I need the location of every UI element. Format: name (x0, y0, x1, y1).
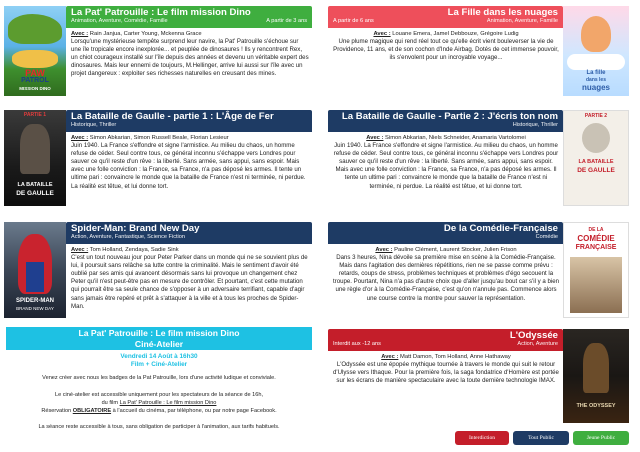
film-synopsis: L'Odyssée est une épopée mythique tournée à travers le monde qui suit le retour d'Ulysse vers Ithaque. Pour la première fois, la saga fondatrice d'Homère est portée sur les écrans de manière spectaculaire avec la toute dernière technologie IMAX. (333, 361, 559, 385)
film-synopsis: Dans 3 heures, Nina dévoile sa première mise en scène à la Comédie-Française. Mais dans l'agitation des dernières répétitions, rien ne se passe comme prévu : retards, coups de stress, problèmes techniques et problèmes d'égo secouent la troupe. Pourtant, Nina n'a pas d'autre choix que d'aller jusqu'au bout car s'il y a bien une règle d'or à la Comédie-Française, c'est qu'on n'annule pas. Commence alors une course contre la montre pour sauver la représentation. (332, 254, 559, 302)
film-body (332, 246, 560, 303)
film-card-pat-patrouille (66, 6, 312, 102)
poster-spider-man (4, 222, 66, 318)
film-cast (71, 134, 309, 142)
poster-tag: PARTIE 1 (23, 112, 47, 118)
film-title: La Bataille de Gaulle - partie 1 : L'Âge de Fer (71, 111, 274, 122)
cast-names: Simon Abkarian, Niels Schneider, Anamaria Vartolomei (383, 135, 526, 141)
cine-atelier-title: La Pat' Patrouille : Le film mission Dino (6, 327, 312, 339)
cine-atelier-section (6, 327, 312, 445)
poster-pat-patrouille (4, 6, 66, 96)
film-title: La Bataille de Gaulle - Partie 2 : J'écris ton nom (341, 111, 558, 122)
film-body (332, 353, 560, 385)
film-genres: Animation, Aventure, Comédie, Famille (71, 18, 168, 24)
cast-label: Avec : (71, 135, 89, 141)
film-synopsis: Juin 1940. La France s'effondre et signe l'armistice. Au milieu du chaos, un homme refuse de céder. Seul contre tous, ce général inconnu s'échappe vers Londres pour sauver ce qu'il reste d'un rêve : la liberté. Sans armée, sans appui, sans espoir. Mais avec une folle conviction : la France, sa France, n'a pas déposé les armes. Il tente un ultime pari : convaincre le monde que la bataille de France n'est ni terminée, ni perdue. La réalité est têtue, et lui donne tort. (71, 142, 306, 190)
film-synopsis: C'est un tout nouveau jour pour Peter Parker dans un monde qui ne se souvient plus de lui, il poursuit sans relâche sa lutte contre la criminalité. Mais le sentiment d'avoir été oublié par ses amis qui avancent désormais sans lui provoque un changement chez Peter qu'il n'est peut-être pas en mesure de contrôler. Et pourtant, c'est cette mutation qui pourrait être sa seule chance de s'opposer à un adversaire terrifiant, capable d'agir sans jamais être repéré et prêt à s'attaquer à la ville et à tous les proches de Spider-Man. (71, 254, 308, 310)
cine-atelier-description: Venez créer avec nous les badges de la Pat Patrouille, lors d'une activité ludique et conviviale. (42, 375, 276, 381)
film-age-rating: A partir de 6 ans (333, 18, 374, 24)
poster-tag: PARTIE 2 (584, 113, 608, 119)
film-synopsis: Juin 1940. La France s'effondre et signe l'armistice. Au milieu du chaos, un homme refuse de céder. Seul contre tous, ce général inconnu s'échappe vers Londres pour sauver ce qu'il reste d'un rêve : la liberté. Sans armée, sans appui, sans espoir. Mais avec une folle conviction : la France, sa France, n'a pas déposé les armes. Il tente un ultime pari : convaincre le monde que la bataille de France n'est ni terminée, ni perdue. La réalité est têtue, et lui donne tort. (333, 142, 559, 190)
film-header[interactable] (328, 222, 563, 244)
film-title: La Pat' Patrouille : Le film mission Dino (71, 7, 251, 18)
film-body (332, 134, 560, 191)
cast-names: Louane Emera, Jamel Debbouze, Grégoire Ludig (390, 31, 519, 37)
poster-cast-photo (570, 257, 622, 313)
cine-atelier-subtitle: Ciné-Atelier (6, 339, 312, 350)
poster-title-text: PAW (25, 68, 45, 78)
poster-pups (12, 50, 58, 68)
film-title: De la Comédie-Française (443, 223, 558, 234)
film-cast (332, 246, 560, 254)
film-card-bataille-gaulle-2 (328, 110, 563, 210)
poster-title-text: PATROL (21, 77, 49, 84)
poster-dinosaur (8, 14, 62, 44)
film-card-bataille-gaulle-1 (66, 110, 312, 210)
film-body (332, 30, 560, 62)
cast-names: Pauline Clément, Laurent Stocker, Julien Frison (392, 247, 517, 253)
film-card-comedie-francaise (328, 222, 563, 326)
film-body (71, 246, 309, 311)
film-genres: Historique, Thriller (512, 122, 558, 128)
poster-title-text: DE LA (588, 227, 604, 233)
film-card-spider-man (66, 222, 312, 326)
poster-comedie-francaise (563, 222, 629, 318)
event-date: Vendredi 14 Août à 16h30 (120, 353, 198, 360)
film-cast (71, 246, 309, 254)
film-cast (71, 30, 309, 38)
poster-title-text: nuages (581, 83, 610, 92)
cast-names: Rain Janjua, Carter Young, Mckenna Grace (88, 31, 202, 37)
reservation-prefix: Réservation (41, 408, 73, 414)
film-header[interactable] (66, 110, 312, 132)
poster-subtitle-text: MISSION DINO (19, 86, 51, 91)
poster-character (581, 16, 611, 52)
cine-atelier-film (6, 400, 312, 408)
event-formula: Film + Ciné-Atelier (130, 361, 188, 368)
poster-title-text: BRAND NEW DAY (16, 306, 54, 311)
film-header[interactable] (66, 6, 312, 28)
cine-atelier-date (6, 353, 312, 369)
film-body (71, 30, 309, 79)
poster-hero-suit (26, 262, 44, 292)
poster-title-text: LA BATAILLE (578, 159, 614, 165)
reservation-mandatory: OBLIGATOIRE (72, 408, 112, 414)
film-synopsis: Lorsqu'une mystérieuse tempête surprend leur navire, la Pat' Patrouille s'échoue sur une île tropicale encore inexplorée... et peuplée de dinosaures ! Ils y rencontrent Rex, un chiot courageux installé sur l'île depuis des années et devenu un véritable expert des dinosaures. Mais leur ennemi de toujours, M.Hellinger, arrive lui aussi sur l'île avec un projet dangereux : exploiter ses richesses naturelles en creusant des mines. (71, 38, 309, 78)
poster-figure (20, 124, 50, 174)
film-title: L'Odyssée (509, 330, 558, 341)
poster-title-text: DE GAULLE (16, 190, 54, 197)
film-prefix: du film (101, 400, 120, 406)
legend-tout-public-button[interactable]: Tout Public (513, 431, 569, 445)
cast-names: Simon Abkarian, Simon Russell Beale, Florian Lesieur (88, 135, 229, 141)
film-title: La Fille dans les nuages (447, 7, 558, 18)
cast-label: Avec : (71, 31, 89, 37)
film-age-rating: Interdit aux -12 ans (333, 341, 381, 347)
poster-title-text: THE ODYSSEY (576, 403, 616, 409)
film-header[interactable] (328, 110, 563, 132)
film-genres: Action, Aventure (517, 341, 558, 347)
poster-bataille-gaulle-2 (563, 110, 629, 206)
film-card-fille-nuages (328, 6, 563, 102)
poster-title-text: dans les (585, 77, 606, 83)
film-title: Spider-Man: Brand New Day (71, 223, 200, 234)
poster-cloud (567, 54, 625, 70)
reservation-suffix: à l'accueil du cinéma, par téléphone, ou par notre page Facebook. (111, 408, 277, 414)
poster-bataille-gaulle-1 (4, 110, 66, 206)
film-header[interactable] (328, 6, 563, 28)
poster-title-text: LA BATAILLE (17, 182, 53, 188)
cast-names: Matt Damon, Tom Holland, Anne Hathaway (398, 354, 511, 360)
poster-odyssee (563, 329, 629, 423)
poster-warrior (583, 343, 609, 393)
film-genres: Comédie (535, 234, 558, 240)
poster-title-text: DE GAULLE (577, 167, 615, 174)
cast-names: Tom Holland, Zendaya, Sadie Sink (88, 247, 179, 253)
cine-atelier-notice: La séance reste accessible à tous, sans obligation de participer à l'animation, aux tarifs habituels. (38, 424, 280, 430)
cine-atelier-reservation (6, 408, 312, 416)
poster-title-text: SPIDER-MAN (15, 298, 54, 304)
cine-atelier-access: Le ciné-atelier est accessible uniquement pour les spectateurs de la séance de 16h, (54, 392, 264, 398)
film-cast (332, 353, 560, 361)
cast-label: Avec : (366, 135, 384, 141)
film-genres: Historique, Thriller (71, 122, 117, 128)
film-age-rating: A partir de 3 ans (266, 18, 307, 24)
poster-figure (582, 123, 610, 153)
film-link[interactable]: La Pat' Patrouille : Le film mission Dino (119, 400, 217, 406)
poster-title-text: COMÉDIE (577, 234, 615, 243)
film-cast (332, 134, 560, 142)
cast-label: Avec : (373, 31, 391, 37)
film-genres: Animation, Aventure, Famille (486, 18, 558, 24)
poster-title-text: FRANÇAISE (575, 244, 617, 251)
cast-label: Avec : (381, 354, 399, 360)
poster-title-text: La fille (586, 70, 606, 76)
film-genres: Action, Aventure, Fantastique, Science Fiction (71, 234, 186, 240)
legend-interdiction-button[interactable]: Interdiction (455, 431, 509, 445)
poster-fille-nuages (563, 6, 629, 96)
film-cast (332, 30, 560, 38)
film-body (71, 134, 309, 191)
film-synopsis: Une plume magique qui rend réel tout ce qu'elle écrit vient bouleverser la vie de Providence, 11 ans, et de son cochon d'Inde Airbag. Dotés de cet immense pouvoir, ils s'envolent pour un incroyable voyage... (333, 38, 559, 62)
film-header[interactable] (66, 222, 312, 244)
film-header[interactable] (328, 329, 563, 351)
cast-label: Avec : (375, 247, 393, 253)
film-card-odyssee (328, 329, 563, 427)
legend-jeune-public-button[interactable]: Jeune Public (573, 431, 629, 445)
cast-label: Avec : (71, 247, 89, 253)
